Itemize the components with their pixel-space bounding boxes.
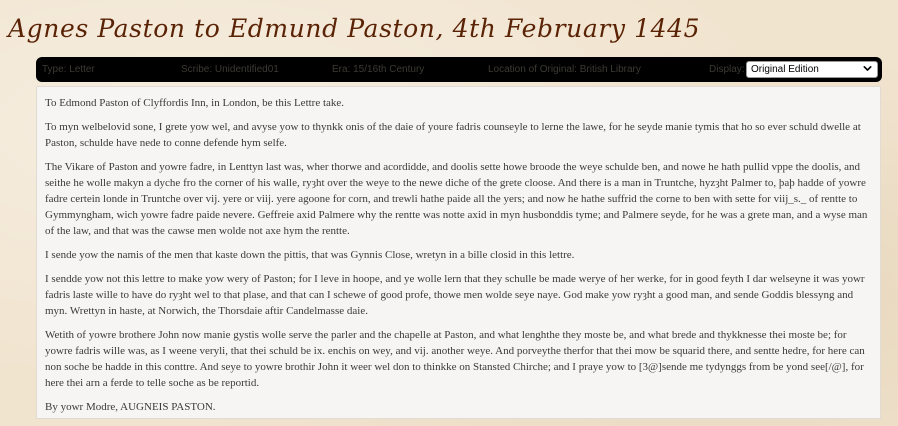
letter-type: Type: Letter	[42, 64, 95, 75]
letter-paragraph: Wetith of yowre brothere John now manie gystis wolle serve the parler and the chapelle at Paston, and what lenghthe they moste be, and what brede and thykknesse thei moste be; for yowre fadris wille was, as I weene veryli, that thei schuld be ix. enchis on wey, and vij. another weye. And porveythe therfor that thei mow be squarid there, and sentte hedre, for here can non soche be hadde in this conttre. And seye to yowre brothir John it weer wel don to thinkke on Stansted Chirche; and I praye yow to [3@]sende me tydynggs from be yond see[/@], for here thei arn a ferde to telle soche as be reportid.	[45, 329, 865, 389]
letter-paragraph: I sende yow the namis of the men that kaste down the pittis, that was Gynnis Close, wretyn in a bille closid in this lettre.	[45, 249, 575, 261]
letter-scribe: Scribe: Unidentified01	[181, 64, 279, 75]
page-title: Agnes Paston to Edmund Paston, 4th February 1445	[8, 14, 701, 43]
letter-text-panel	[36, 86, 881, 419]
letter-metadata-bar	[36, 57, 882, 82]
display-edition-value: Original Edition	[751, 64, 819, 75]
letter-location: Location of Original: British Library	[488, 64, 641, 75]
display-label: Display:	[709, 64, 745, 75]
letter-address: To Edmond Paston of Clyffordis Inn, in London, be this Lettre take.	[45, 97, 345, 109]
letter-signature: By yowr Modre, AUGNEIS PASTON.	[45, 401, 216, 413]
letter-era: Era: 15/16th Century	[332, 64, 425, 75]
chevron-down-icon	[862, 63, 873, 74]
letter-paragraph: I sendde yow not this lettre to make yow wery of Paston; for I leve in hoope, and ye wolle lern that they schulle be made werye of her werke, for in good feyth I dar welseyne it was yowr fadris laste wille to have do ryȝht wel to that plase, and that can I schewe of good profe, thowe men wolde seye naye. God make yow ryȝht a good man, and sende Goddis blessyng and myn. Wrettyn in haste, at Norwich, the Thorsdaie aftir Candelmasse daie.	[45, 273, 865, 317]
display-edition-select[interactable]	[746, 61, 878, 78]
letter-paragraph: The Vikare of Paston and yowre fadre, in Lenttyn last was, wher thorwe and acordidde, and doolis sette howe broode the weye schulde ben, and nowe he hath pullid vppe the doolis, and seithe he wolle makyn a dyche fro the corner of his walle, ryȝht over the weye to the newe diche of the grete cloose. And there is a man in Truntche, hyzȝht Palmer to, þaþ hadde of yowre fadre certein londe in Truntche over vij. yere or viij. yere agoone for corn, and trewli hathe paide all the yers; and now he hathe suffrid the corne to ben with sette for viij_s._ of rentte to Gymmyngham, wich yowre fadre paide nevere. Geffreie axid Palmere why the rentte was notte axid in myn husbonddis tyme; and Palmere seyde, for he was a grete man, and a wyse man of the law, and that was the cawse men wolde not axe hym the rentte.	[45, 161, 868, 237]
letter-paragraph: To myn welbelovid sone, I grete yow wel, and avyse yow to thynkk onis of the daie of youre fadris counseyle to lerne the lawe, for he seyde manie tymis that ho so ever schuld dwelle at Paston, schulde have nede to conne defende hym selfe.	[45, 121, 861, 149]
